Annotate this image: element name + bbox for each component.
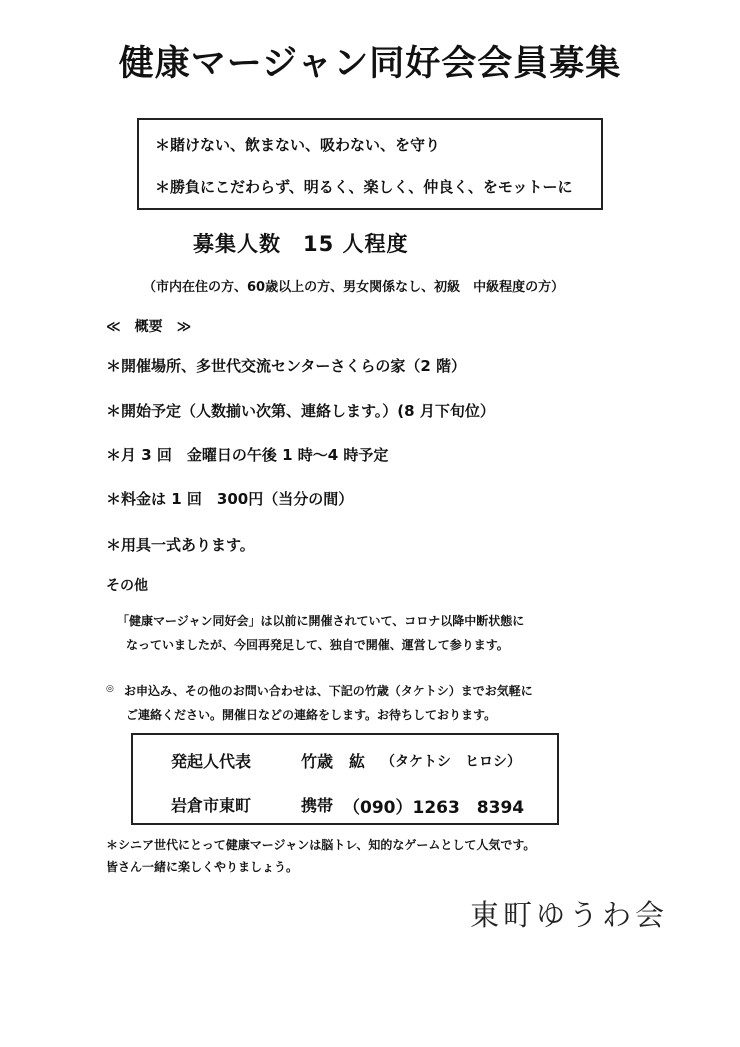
motto-line-1: ＊賭けない、飲まない、吸わない、を守り [155, 136, 441, 154]
note-line-2: 皆さん一緒に楽しくやりましょう。 [106, 860, 299, 874]
contact-phone: （090）1263 8394 [343, 798, 525, 818]
contact-box [131, 733, 559, 825]
other-para1-line1: 「健康マージャン同好会」は以前に開催されていて、コロナ以降中断状態に [117, 614, 525, 628]
other-para1-line2: なっていましたが、今回再発足して、独自で開催、運営して参ります。 [126, 638, 509, 652]
outline-heading: ≪ 概要 ≫ [106, 319, 192, 335]
outline-item-schedule: ＊月 3 回 金曜日の午後 1 時～4 時予定 [106, 446, 389, 464]
recruitment-headline: 募集人数 15 人程度 [193, 232, 409, 256]
contact-reading: （タケトシ ヒロシ） [381, 754, 521, 770]
outline-item-venue: ＊開催場所、多世代交流センターさくらの家（2 階） [106, 357, 467, 375]
page-title: 健康マージャン同好会会員募集 [118, 44, 622, 84]
contact-phone-label: 携帯 [301, 796, 334, 815]
other-heading: その他 [106, 578, 148, 594]
signature: 東町ゆうわ会 [470, 898, 669, 932]
contact-name: 竹歳 紘 [301, 752, 366, 771]
other-para2-line1: お申込み、その他のお問い合わせは、下記の竹歳（タケトシ）までお気軽に [124, 684, 533, 698]
outline-item-equipment: ＊用具一式あります。 [106, 536, 255, 554]
contact-address: 岩倉市東町 [171, 796, 252, 815]
outline-item-start: ＊開始予定（人数揃い次第、連絡します。）(8 月下旬位） [106, 402, 495, 420]
outline-item-fee: ＊料金は 1 回 300円（当分の間） [106, 490, 354, 508]
other-para2-line2: ご連絡ください。開催日などの連絡をします。お待ちしております。 [126, 708, 497, 722]
motto-line-2: ＊勝負にこだわらず、明るく、楽しく、仲良く、をモットーに [155, 178, 573, 196]
motto-box [137, 118, 603, 210]
note-marker: ◎ [106, 684, 114, 694]
note-line-1: ＊シニア世代にとって健康マージャンは脳トレ、知的なゲームとして人気です。 [106, 838, 536, 852]
eligibility-text: （市内在住の方、60歳以上の方、男女関係なし、初級 中級程度の方） [143, 280, 565, 295]
contact-role-label: 発起人代表 [171, 752, 252, 771]
